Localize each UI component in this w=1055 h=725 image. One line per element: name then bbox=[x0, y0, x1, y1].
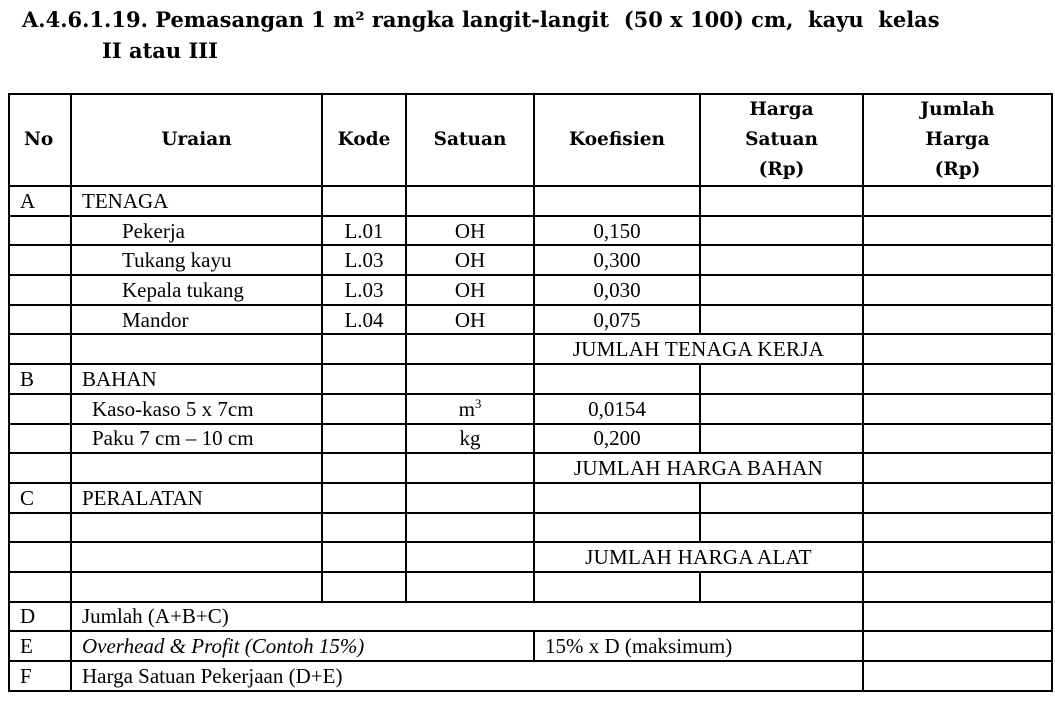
table-row bbox=[9, 572, 1052, 602]
table-row bbox=[9, 661, 1052, 691]
koefisien-cell: 0,075 bbox=[534, 305, 700, 335]
table-row bbox=[9, 245, 1052, 275]
table-row bbox=[9, 334, 1052, 364]
table-row bbox=[9, 186, 1052, 216]
table-row bbox=[9, 364, 1052, 394]
header-jumlah-harga: Jumlah Harga (Rp) bbox=[863, 94, 1052, 186]
section-label: PERALATAN bbox=[71, 483, 322, 513]
koefisien-cell: 0,300 bbox=[534, 245, 700, 275]
table-row bbox=[9, 631, 1052, 661]
table-row bbox=[9, 424, 1052, 454]
table-row bbox=[9, 394, 1052, 424]
satuan-cell: $m^3$ bbox=[406, 394, 534, 424]
table-header-row bbox=[9, 94, 1052, 186]
koefisien-cell: 0,150 bbox=[534, 216, 700, 246]
header-uraian: Uraian bbox=[71, 94, 322, 186]
satuan-cell: OH bbox=[406, 305, 534, 335]
table-row bbox=[9, 513, 1052, 543]
header-no: No bbox=[9, 94, 71, 186]
satuan-cell: kg bbox=[406, 424, 534, 454]
table-row bbox=[9, 483, 1052, 513]
kode-cell: L.01 bbox=[322, 216, 406, 246]
table-row bbox=[9, 216, 1052, 246]
satuan-cell: OH bbox=[406, 216, 534, 246]
uraian-cell: Mandor bbox=[71, 305, 322, 335]
kode-cell: L.03 bbox=[322, 245, 406, 275]
subtotal-label: JUMLAH TENAGA KERJA bbox=[534, 334, 863, 364]
table-row bbox=[9, 275, 1052, 305]
page-title bbox=[22, 4, 1052, 66]
row-label: Harga Satuan Pekerjaan (D+E) bbox=[71, 661, 863, 691]
title-line-1: A.4.6.1.19. Pemasangan 1 m² rangka langit-langit (50 x 100) cm, kayu kelas bbox=[22, 7, 940, 32]
header-harga-satuan: Harga Satuan (Rp) bbox=[700, 94, 863, 186]
table-row bbox=[9, 305, 1052, 335]
row-label: Jumlah (A+B+C) bbox=[71, 602, 863, 632]
kode-cell: L.04 bbox=[322, 305, 406, 335]
koefisien-cell: 0,200 bbox=[534, 424, 700, 454]
koefisien-cell: 0,030 bbox=[534, 275, 700, 305]
section-no: A bbox=[9, 186, 71, 216]
satuan-cell: OH bbox=[406, 245, 534, 275]
row-formula: 15% x D (maksimum) bbox=[534, 631, 863, 661]
title-line-2: II atau III bbox=[102, 38, 218, 63]
table-row bbox=[9, 542, 1052, 572]
uraian-cell: Tukang kayu bbox=[71, 245, 322, 275]
header-koefisien: Koefisien bbox=[534, 94, 700, 186]
kode-cell: L.03 bbox=[322, 275, 406, 305]
table-row bbox=[9, 453, 1052, 483]
row-no: E bbox=[9, 631, 71, 661]
cost-analysis-table bbox=[8, 93, 1053, 692]
row-no: F bbox=[9, 661, 71, 691]
uraian-cell: Kepala tukang bbox=[71, 275, 322, 305]
koefisien-cell: 0,0154 bbox=[534, 394, 700, 424]
table-row bbox=[9, 602, 1052, 632]
row-no: D bbox=[9, 602, 71, 632]
subtotal-label: JUMLAH HARGA BAHAN bbox=[534, 453, 863, 483]
section-no: C bbox=[9, 483, 71, 513]
uraian-cell: Paku 7 cm – 10 cm bbox=[71, 424, 322, 454]
header-satuan: Satuan bbox=[406, 94, 534, 186]
section-label: TENAGA bbox=[71, 186, 322, 216]
subtotal-label: JUMLAH HARGA ALAT bbox=[534, 542, 863, 572]
section-no: B bbox=[9, 364, 71, 394]
header-kode: Kode bbox=[322, 94, 406, 186]
uraian-cell: Pekerja bbox=[71, 216, 322, 246]
uraian-cell: Kaso-kaso 5 x 7cm bbox=[71, 394, 322, 424]
section-label: BAHAN bbox=[71, 364, 322, 394]
satuan-cell: OH bbox=[406, 275, 534, 305]
row-label: Overhead & Profit (Contoh 15%) bbox=[71, 631, 534, 661]
